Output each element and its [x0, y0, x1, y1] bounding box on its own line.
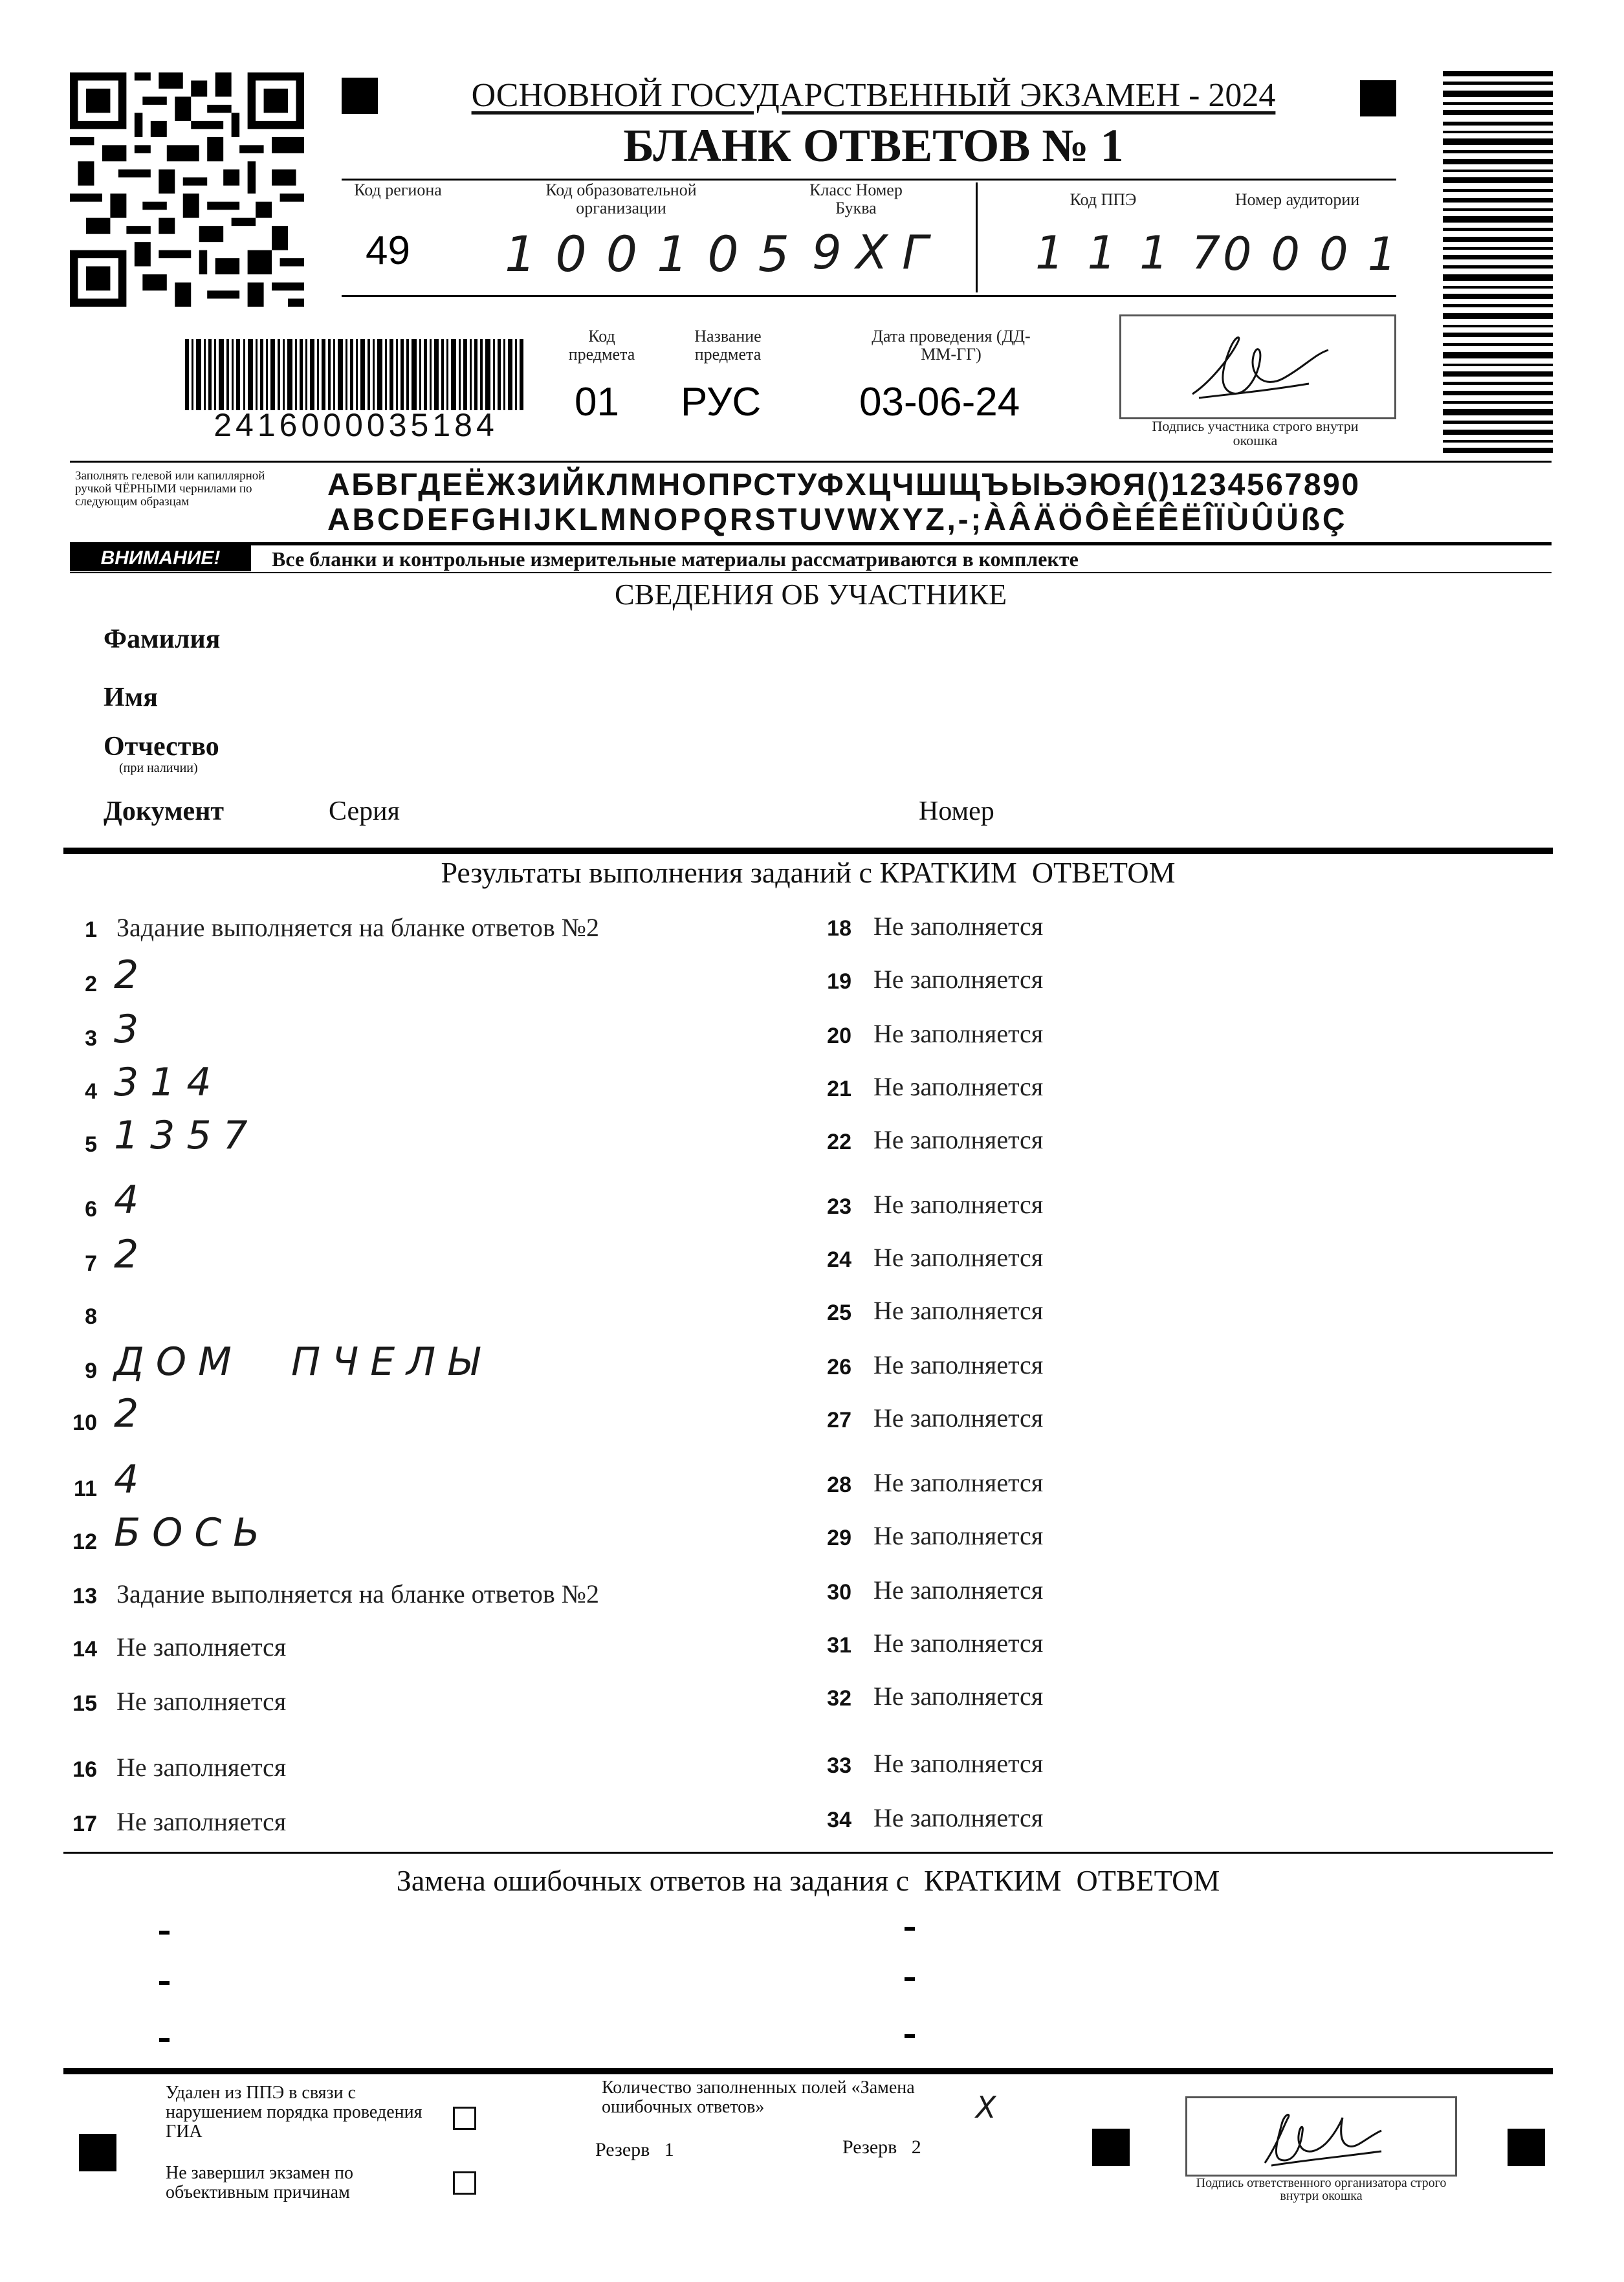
exam-title: ОСНОВНОЙ ГОСУДАРСТВЕННЫЙ ЭКЗАМЕН - 2024	[471, 77, 1276, 114]
header-rule-mid	[342, 295, 1396, 297]
answer-number: 8	[85, 1304, 97, 1329]
subject-code-value: 01	[575, 380, 619, 424]
answer-number: 18	[827, 916, 851, 941]
official-caption: Подпись ответственного организатора строго внутри окошка	[1196, 2176, 1447, 2203]
org-value: 100105	[505, 225, 809, 283]
header-divider	[976, 182, 978, 292]
answer-text: Не заполняется	[116, 1807, 287, 1836]
answer-handwritten[interactable]: 4	[114, 1178, 151, 1223]
corner-marker-bottom-mid	[1092, 2129, 1130, 2166]
date-value: 03-06-24	[859, 380, 1020, 424]
class-label: Класс Номер Буква	[809, 181, 903, 217]
replacement-dash-right-3[interactable]	[905, 2034, 915, 2038]
answer-number: 5	[85, 1132, 97, 1157]
answer-text: Не заполняется	[873, 1403, 1044, 1432]
answer-text: Не заполняется	[873, 1125, 1044, 1154]
answer-number: 25	[827, 1300, 851, 1325]
reserve-2-label: Резерв 2	[842, 2136, 921, 2158]
room-value: 0001	[1223, 228, 1416, 281]
answer-number: 28	[827, 1473, 851, 1497]
corner-marker-top-left	[342, 78, 378, 114]
answer-handwritten[interactable]: 4	[114, 1457, 151, 1502]
answer-text: Не заполняется	[873, 1190, 1044, 1219]
not-finished-checkbox[interactable]	[453, 2171, 476, 2195]
answer-text: Не заполняется	[873, 1575, 1044, 1605]
number-label: Номер	[919, 796, 994, 826]
surname-label: Фамилия	[104, 624, 221, 654]
answer-text: Не заполняется	[116, 1687, 287, 1716]
series-label: Серия	[329, 796, 400, 826]
answer-number: 13	[72, 1584, 97, 1608]
patronymic-note: (при наличии)	[119, 761, 198, 775]
subject-code-label: Код предмета	[568, 327, 635, 364]
answer-number: 7	[85, 1251, 97, 1276]
answer-handwritten[interactable]: 2	[114, 1391, 151, 1436]
replacement-heading: Замена ошибочных ответов на задания с КРАТКИМ ОТВЕТОМ	[396, 1864, 1220, 1897]
name-label: Имя	[104, 683, 158, 712]
answer-text: Не заполняется	[873, 1468, 1044, 1497]
answer-number: 23	[827, 1194, 851, 1219]
answer-number: 1	[85, 917, 97, 942]
replacement-dash-right-2[interactable]	[905, 1977, 915, 1981]
answer-number: 30	[827, 1580, 851, 1605]
region-label: Код региона	[354, 181, 442, 199]
barcode-number: 2416000035184	[214, 407, 498, 443]
answer-text: Не заполняется	[116, 1632, 287, 1662]
replacement-dash-left-2[interactable]	[159, 1981, 170, 1985]
answer-number: 9	[85, 1359, 97, 1383]
answer-number: 4	[85, 1079, 97, 1104]
attention-text: Все бланки и контрольные измерительные материалы рассматриваются в комплекте	[272, 547, 1079, 571]
official-signature	[1187, 2098, 1455, 2175]
subject-name-value: РУС	[681, 380, 762, 424]
answer-number: 22	[827, 1130, 851, 1154]
answer-text: Не заполняется	[873, 965, 1044, 994]
attention-rule-bottom	[70, 572, 1552, 573]
answer-handwritten[interactable]: БОСЬ	[114, 1510, 272, 1555]
replacement-count-label: Количество заполненных полей «Замена ошибочных ответов»	[602, 2078, 915, 2117]
participant-signature-box[interactable]	[1119, 314, 1396, 419]
answer-number: 34	[827, 1808, 851, 1832]
footer-rule	[63, 2068, 1553, 2074]
sample-rule-top	[70, 461, 1552, 463]
participant-heading: СВЕДЕНИЯ ОБ УЧАСТНИКЕ	[614, 578, 1007, 611]
answer-text: Не заполняется	[873, 1296, 1044, 1325]
answer-handwritten[interactable]: 1357	[114, 1113, 259, 1158]
class-value: 9ХГ	[812, 225, 943, 280]
answers-heading: Результаты выполнения заданий с КРАТКИМ ОТВЕТОМ	[441, 856, 1176, 889]
attention-badge: ВНИМАНИЕ!	[70, 545, 251, 571]
answer-text: Не заполняется	[873, 912, 1044, 941]
answer-number: 24	[827, 1247, 851, 1272]
attention-rule	[70, 542, 1552, 545]
form-title: БЛАНК ОТВЕТОВ № 1	[623, 120, 1124, 171]
answer-number: 3	[85, 1026, 97, 1051]
answer-text: Не заполняется	[873, 1749, 1044, 1778]
reserve-1-label: Резерв 1	[595, 2139, 674, 2160]
sample-row-cyrillic: АБВГДЕЁЖЗИЙКЛМНОПРСТУФХЦЧШЩЪЫЬЭЮЯ()1234567890	[327, 468, 1361, 502]
answer-number: 6	[85, 1197, 97, 1222]
date-label: Дата проведения (ДД-ММ-ГГ)	[872, 327, 1031, 364]
answer-number: 11	[74, 1476, 97, 1501]
answer-text: Не заполняется	[873, 1350, 1044, 1379]
answer-number: 32	[827, 1686, 851, 1711]
answer-text: Задание выполняется на бланке ответов №2	[116, 1579, 599, 1608]
answer-number: 31	[827, 1633, 851, 1658]
answer-handwritten[interactable]: ДОМ ПЧЕЛЫ	[114, 1339, 491, 1385]
corner-marker-bottom-left	[79, 2134, 116, 2171]
answer-number: 16	[72, 1757, 97, 1782]
answer-text: Задание выполняется на бланке ответов №2	[116, 913, 599, 942]
corner-marker-top-right	[1360, 80, 1396, 116]
sample-row-latin: ABCDEFGHIJKLMNOPQRSTUVWXYZ,-;ÀÂÄÖÔÈÉÊËÎÏÙÛÜßÇ	[327, 503, 1348, 537]
subject-name-label: Название предмета	[694, 327, 762, 364]
answer-number: 26	[827, 1355, 851, 1379]
answer-number: 10	[72, 1410, 97, 1435]
replacement-count-value[interactable]: X	[976, 2090, 996, 2125]
answer-number: 2	[85, 972, 97, 996]
signature-caption: Подпись участника строго внутри окошка	[1152, 418, 1359, 448]
qr-code	[70, 72, 304, 307]
room-label: Номер аудитории	[1234, 190, 1360, 209]
answer-number: 20	[827, 1024, 851, 1048]
answer-handwritten[interactable]: 314	[114, 1060, 223, 1105]
answer-number: 17	[72, 1812, 97, 1836]
ppe-label: Код ППЭ	[1070, 190, 1137, 209]
document-label: Документ	[104, 796, 225, 826]
region-value: 49	[366, 228, 410, 273]
ppe-value: 1117	[1035, 226, 1244, 280]
answer-number: 15	[72, 1691, 97, 1716]
answer-handwritten[interactable]: 3	[114, 1007, 151, 1052]
removed-checkbox[interactable]	[453, 2107, 476, 2130]
removed-text: Удален из ППЭ в связи с нарушением порядка проведения ГИА	[166, 2083, 422, 2142]
form-barcode	[185, 339, 528, 410]
replacement-dash-left-3[interactable]	[159, 2038, 170, 2042]
participant-signature	[1121, 316, 1393, 417]
answer-text: Не заполняется	[873, 1521, 1044, 1550]
org-label: Код образовательной организации	[545, 181, 697, 217]
not-finished-text: Не завершил экзамен по объективным причинам	[166, 2163, 353, 2202]
side-barcode	[1443, 71, 1553, 453]
corner-marker-bottom-right	[1508, 2129, 1545, 2166]
sample-instruction: Заполнять гелевой или капиллярной ручкой ЧЁРНЫМИ чернилами по следующим образцам	[75, 469, 265, 509]
answer-text: Не заполняется	[873, 1243, 1044, 1272]
answers-rule	[63, 848, 1553, 854]
answer-number: 12	[72, 1530, 97, 1554]
answer-number: 14	[72, 1637, 97, 1662]
answer-number: 29	[827, 1526, 851, 1550]
replacement-rule	[63, 1852, 1553, 1854]
replacement-dash-left-1[interactable]	[159, 1931, 170, 1935]
answer-text: Не заполняется	[873, 1682, 1044, 1711]
answer-text: Не заполняется	[116, 1753, 287, 1782]
replacement-dash-right-1[interactable]	[905, 1927, 915, 1931]
patronymic-label: Отчество	[104, 732, 219, 762]
official-signature-box[interactable]	[1185, 2096, 1457, 2177]
answer-handwritten[interactable]: 2	[114, 952, 151, 998]
answer-text: Не заполняется	[873, 1803, 1044, 1832]
answer-number: 19	[827, 969, 851, 994]
answer-text: Не заполняется	[873, 1629, 1044, 1658]
answer-number: 21	[827, 1077, 851, 1101]
answer-text: Не заполняется	[873, 1019, 1044, 1048]
answer-handwritten[interactable]: 2	[114, 1232, 151, 1277]
answer-number: 27	[827, 1408, 851, 1432]
answer-number: 33	[827, 1753, 851, 1778]
answer-text: Не заполняется	[873, 1072, 1044, 1101]
